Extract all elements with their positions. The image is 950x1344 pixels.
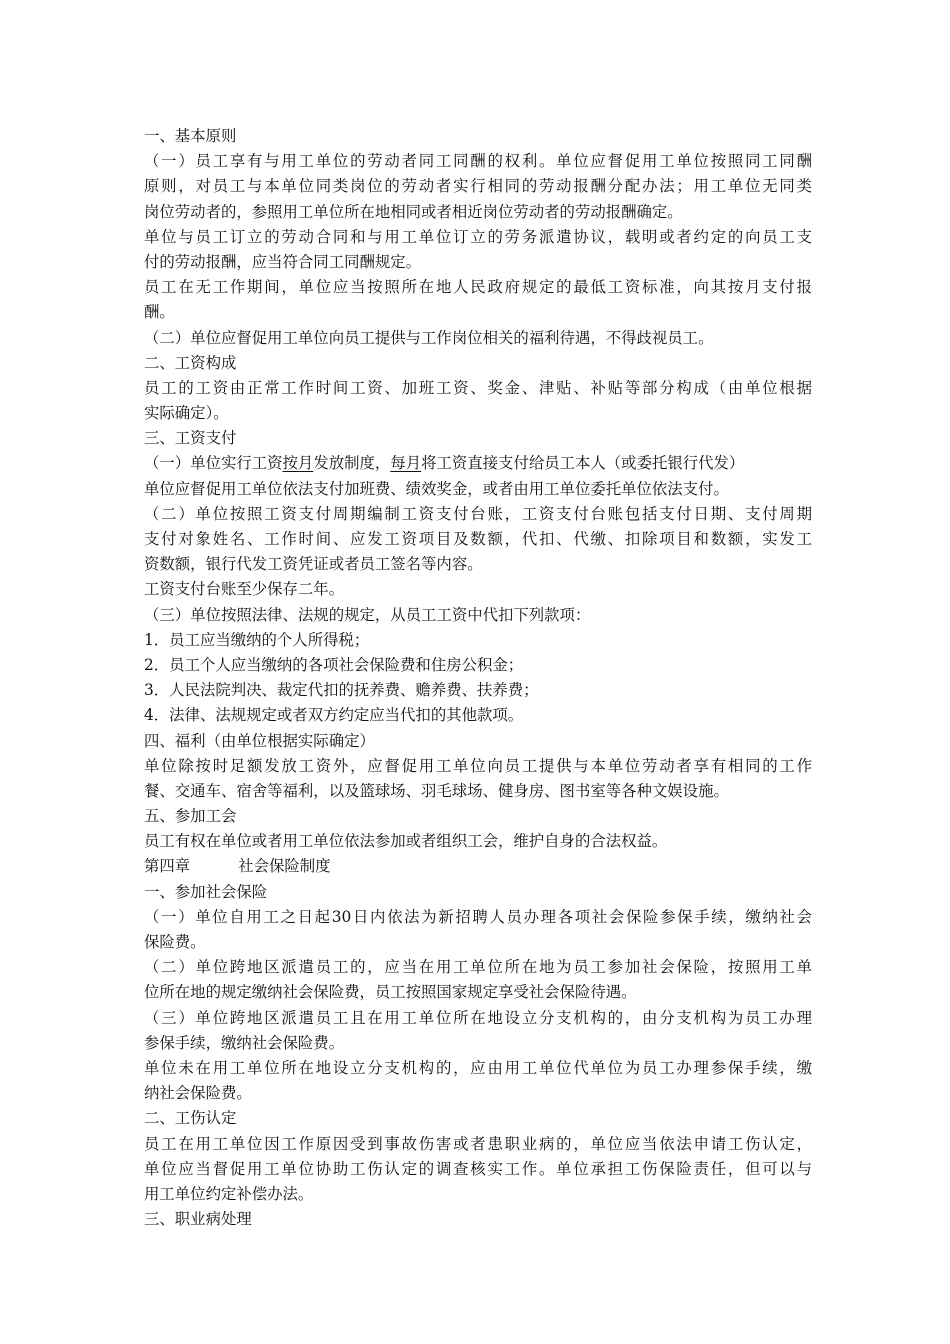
document-line: 单位除按时足额发放工资外，应督促用工单位向员工提供与本单位劳动者享有相同的工作 [144, 756, 812, 775]
document-line: 原则，对员工与本单位同类岗位的劳动者实行相同的劳动报酬分配办法；用工单位无同类 [144, 177, 812, 196]
clause-line: （二）单位按照工资支付周期编制工资支付台账，工资支付台账包括支付日期、支付周期 [144, 504, 812, 523]
underlined-term: 每月 [390, 454, 422, 473]
clause-line: （三）单位跨地区派遣员工且在用工单位所在地设立分支机构的，由分支机构为员工办理 [144, 1008, 812, 1027]
document-line: 单位未在用工单位所在地设立分支机构的，应由用工单位代单位为员工办理参保手续，缴 [144, 1058, 812, 1077]
document-line: 员工有权在单位或者用工单位依法参加或者组织工会，维护自身的合法权益。 [144, 832, 668, 851]
document-line: 单位应督促用工单位依法支付加班费、绩效奖金，或者由用工单位委托单位依法支付。 [144, 479, 729, 498]
line-segment: （一）单位实行工资 [144, 454, 283, 473]
clause-line: （三）单位按照法律、法规的规定，从员工工资中代扣下列款项： [144, 605, 591, 624]
section-heading: 五、参加工会 [144, 807, 237, 826]
document-line: 保险费。 [144, 933, 206, 951]
document-line: 酬。 [144, 303, 175, 322]
document-line: 支付对象姓名、工作时间、应发工资项目及数额，代扣、代缴、扣除项目和数额，实发工 [144, 530, 812, 548]
clause-line: （二）单位应督促用工单位向员工提供与工作岗位相关的福利待遇，不得歧视员工。 [144, 328, 714, 347]
section-heading: 三、职业病处理 [144, 1210, 252, 1229]
list-item: 3．人民法院判决、裁定代扣的抚养费、赡养费、扶养费； [144, 681, 539, 700]
document-line: 资数额，银行代发工资凭证或者员工签名等内容。 [144, 555, 483, 574]
document-line: 实际确定）。 [144, 404, 229, 423]
clause-line: （二）单位跨地区派遣员工的，应当在用工单位所在地为员工参加社会保险，按照用工单 [144, 958, 812, 977]
line-segment: 将工资直接支付给员工本人（或委托银行代发） [421, 454, 745, 473]
document-line: 员工的工资由正常工作时间工资、加班工资、奖金、津贴、补贴等部分构成（由单位根据 [144, 378, 812, 397]
document-line: 单位应当督促用工单位协助工伤认定的调查核实工作。单位承担工伤保险责任，但可以与 [144, 1159, 812, 1178]
list-item: 4．法律、法规规定或者双方约定应当代扣的其他款项。 [144, 706, 524, 725]
section-heading: 二、工伤认定 [144, 1109, 237, 1128]
document-line-wage-payment [144, 451, 812, 476]
section-heading: 一、基本原则 [144, 127, 237, 145]
document-line: 餐、交通车、宿舍等福利，以及篮球场、羽毛球场、健身房、图书室等各种文娱设施。 [144, 781, 729, 800]
document-line: 单位与员工订立的劳动合同和与用工单位订立的劳务派遣协议，载明或者约定的向员工支 [144, 227, 812, 246]
line-segment: 发放制度， [313, 454, 391, 473]
list-item: 2．员工个人应当缴纳的各项社会保险费和住房公积金； [144, 655, 524, 674]
clause-line: （一）员工享有与用工单位的劳动者同工同酬的权利。单位应督促用工单位按照同工同酬 [144, 152, 812, 171]
chapter-title: 社会保险制度 [238, 857, 331, 876]
section-heading: 三、工资支付 [144, 429, 237, 448]
document-line: 员工在用工单位因工作原因受到事故伤害或者患职业病的，单位应当依法申请工伤认定， [144, 1134, 812, 1153]
document-line: 用工单位约定补偿办法。 [144, 1184, 314, 1203]
document-line: 员工在无工作期间，单位应当按照所在地人民政府规定的最低工资标准，向其按月支付报 [144, 278, 812, 297]
chapter-heading [144, 854, 812, 879]
document-line: 纳社会保险费。 [144, 1084, 252, 1103]
document-line: 岗位劳动者的，参照用工单位所在地相同或者相近岗位劳动者的劳动报酬确定。 [144, 202, 683, 221]
section-heading: 二、工资构成 [144, 353, 237, 372]
underlined-term: 按月 [282, 454, 314, 473]
document-line: 位所在地的规定缴纳社会保险费，员工按照国家规定享受社会保险待遇。 [144, 983, 637, 1002]
document-line: 付的劳动报酬，应当符合同工同酬规定。 [144, 252, 422, 271]
document-line: 工资支付台账至少保存二年。 [144, 580, 345, 599]
chapter-number: 第四章 [144, 857, 191, 876]
document-line: 参保手续，缴纳社会保险费。 [144, 1033, 345, 1052]
section-heading: 四、福利（由单位根据实际确定） [144, 731, 375, 750]
section-heading: 一、参加社会保险 [144, 882, 268, 901]
list-item: 1．员工应当缴纳的个人所得税； [144, 630, 370, 649]
document-body [144, 124, 812, 1232]
clause-line: （一）单位自用工之日起30日内依法为新招聘人员办理各项社会保险参保手续，缴纳社会 [144, 907, 812, 926]
